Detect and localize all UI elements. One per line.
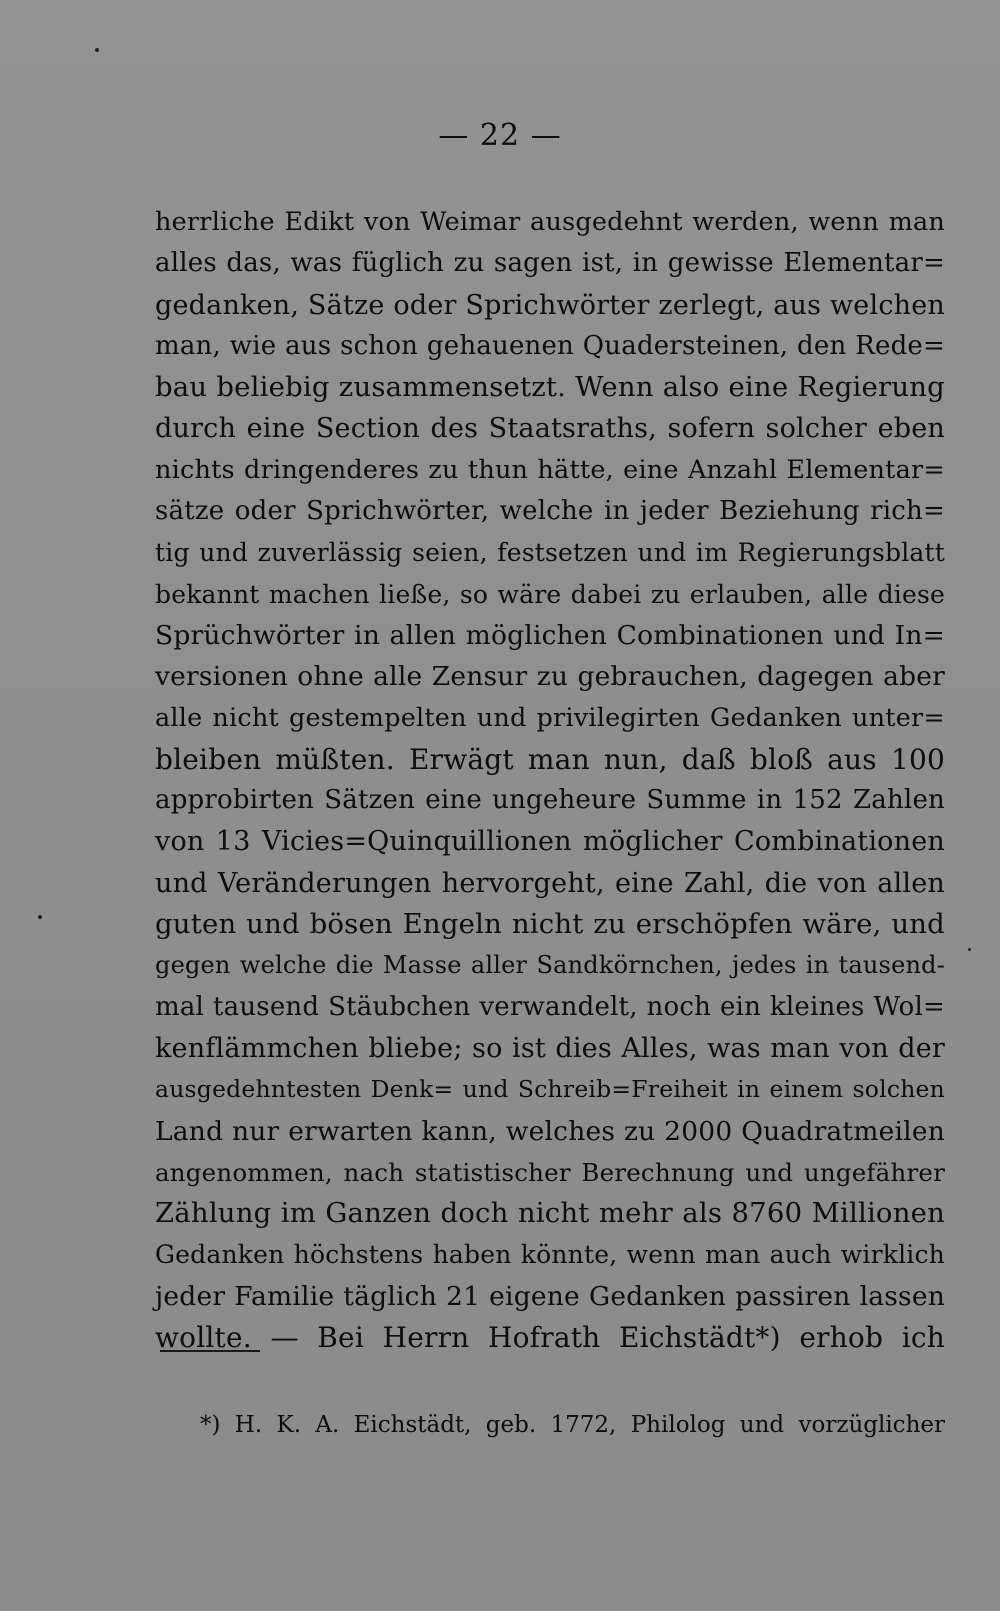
body-text xyxy=(155,202,945,1358)
dust-speck xyxy=(95,48,99,52)
text-line: alle nicht gestempelten und privilegirten Gedanken unter= xyxy=(155,702,945,733)
text-line: approbirten Sätzen eine ungeheure Summe in 152 Zahlen xyxy=(155,785,945,816)
text-line: bekannt machen ließe, so wäre dabei zu erlauben, alle diese xyxy=(155,579,945,609)
text-line: Land nur erwarten kann, welches zu 2000 Quadratmeilen xyxy=(155,1115,945,1147)
page-number: — 22 — xyxy=(438,118,562,153)
text-line: jeder Familie täglich 21 eigene Gedanken passiren lassen xyxy=(155,1280,945,1312)
text-line: ausgedehntesten Denk= und Schreib=Freiheit in einem solchen xyxy=(155,1075,945,1104)
text-line: Sprüchwörter in allen möglichen Combinationen und In= xyxy=(155,619,945,651)
text-line: Zählung im Ganzen doch nicht mehr als 8760 Millionen xyxy=(155,1197,945,1230)
text-line: sätze oder Sprichwörter, welche in jeder Beziehung rich= xyxy=(155,496,945,527)
text-line: nichts dringenderes zu thun hätte, eine Anzahl Elementar= xyxy=(155,454,945,485)
footnote-rule xyxy=(160,1350,260,1352)
dust-speck xyxy=(968,948,971,951)
text-line: tig und zuverlässig seien, festsetzen und im Regierungsblatt xyxy=(155,538,945,568)
text-line: Gedanken höchstens haben könnte, wenn man auch wirklich xyxy=(155,1240,945,1270)
text-line: mal tausend Stäubchen verwandelt, noch ein kleines Wol= xyxy=(155,991,945,1022)
text-line: herrliche Edikt von Weimar ausgedehnt werden, wenn man xyxy=(155,207,945,237)
text-line: wollte. — Bei Herrn Hofrath Eichstädt*) erhob ich xyxy=(155,1321,945,1355)
text-line: und Veränderungen hervorgeht, eine Zahl, die von allen xyxy=(155,867,945,899)
text-line: guten und bösen Engeln nicht zu erschöpfen wäre, und xyxy=(155,908,945,941)
text-line: von 13 Vicies=Quinquillionen möglicher Combinationen xyxy=(155,826,945,858)
dust-speck xyxy=(38,915,42,919)
text-line: durch eine Section des Staatsraths, sofern solcher eben xyxy=(155,413,945,445)
text-line: gegen welche die Masse aller Sandkörnchen, jedes in tausend- xyxy=(155,951,945,980)
text-line: alles das, was füglich zu sagen ist, in gewisse Elementar= xyxy=(155,248,945,279)
text-line: bau beliebig zusammensetzt. Wenn also eine Regierung xyxy=(155,371,945,404)
text-line: man, wie aus schon gehauenen Quadersteinen, den Rede= xyxy=(155,330,945,361)
text-line: kenflämmchen bliebe; so ist dies Alles, was man von der xyxy=(155,1032,945,1064)
text-line: versionen ohne alle Zensur zu gebrauchen, dagegen aber xyxy=(155,661,945,693)
footnote: *) H. K. A. Eichstädt, geb. 1772, Philolog und vorzüglicher xyxy=(200,1412,945,1438)
text-line: gedanken, Sätze oder Sprichwörter zerlegt, aus welchen xyxy=(155,289,945,321)
text-line: angenommen, nach statistischer Berechnung und ungefährer xyxy=(155,1157,945,1187)
text-line: bleiben müßten. Erwägt man nun, daß bloß aus 100 xyxy=(155,742,945,776)
